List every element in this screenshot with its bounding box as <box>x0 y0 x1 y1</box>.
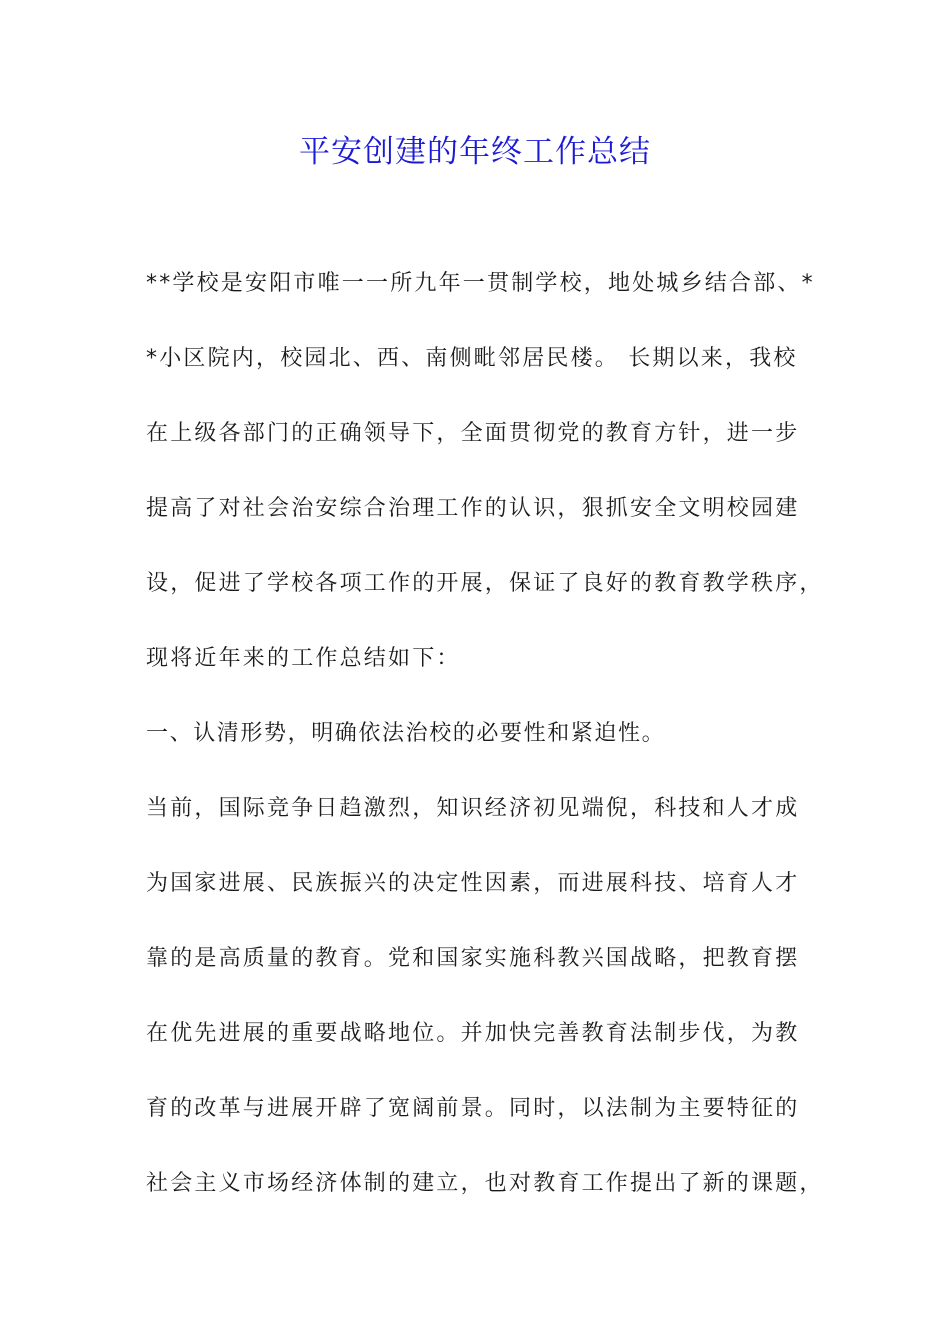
body-line: 社会主义市场经济体制的建立，也对教育工作提出了新的课题， <box>146 1171 824 1196</box>
section-heading: 一、认清形势，明确依法治校的必要性和紧迫性。 <box>146 721 666 746</box>
body-line: 在上级各部门的正确领导下，全面贯彻党的教育方针，进一步 <box>146 421 800 446</box>
document-body <box>146 260 824 1235</box>
body-line: 靠的是高质量的教育。党和国家实施科教兴国战略，把教育摆 <box>146 946 800 971</box>
body-line: 在优先进展的重要战略地位。并加快完善教育法制步伐，为教 <box>146 1021 800 1046</box>
body-line: 设，促进了学校各项工作的开展，保证了良好的教育教学秩序， <box>146 571 824 596</box>
document-title: 平安创建的年终工作总结 <box>299 134 651 170</box>
body-line: 为国家进展、民族振兴的决定性因素，而进展科技、培育人才 <box>146 871 800 896</box>
body-line: 提高了对社会治安综合治理工作的认识，狠抓安全文明校园建 <box>146 496 800 521</box>
body-line: *小区院内，校园北、西、南侧毗邻居民楼。 长期以来，我校 <box>146 346 798 371</box>
body-line: 现将近年来的工作总结如下： <box>146 646 461 671</box>
body-line: 育的改革与进展开辟了宽阔前景。同时，以法制为主要特征的 <box>146 1096 800 1121</box>
body-line: **学校是安阳市唯一一所九年一贯制学校，地处城乡结合部、* <box>146 271 815 296</box>
body-line: 当前，国际竞争日趋激烈，知识经济初见端倪，科技和人才成 <box>146 796 800 821</box>
